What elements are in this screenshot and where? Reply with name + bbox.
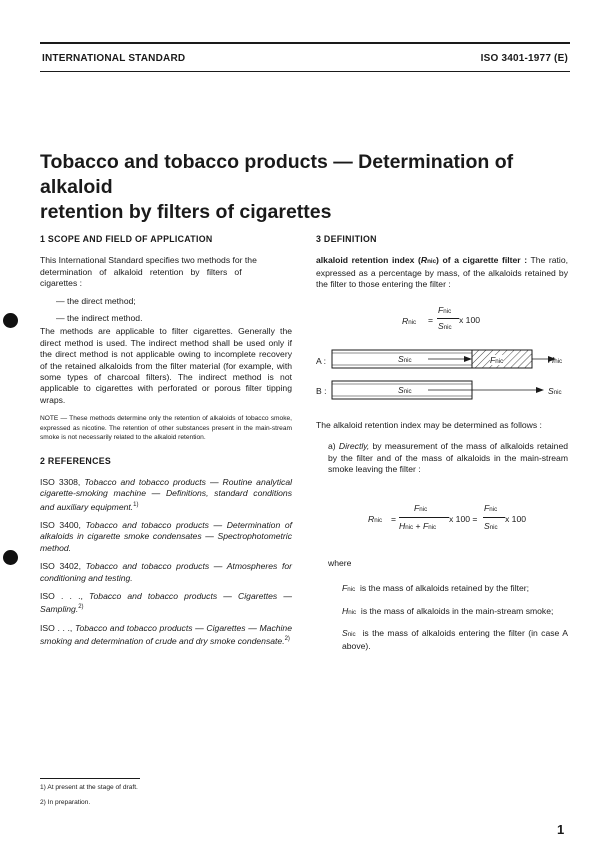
- scope-para-1: This International Standard specifies two methods for the determination of alkaloid retention by filters of cigarettes :: [40, 255, 257, 289]
- header-rule-top: [40, 42, 570, 44]
- footnote-1: 1) At present at the stage of draft.: [40, 784, 138, 791]
- scope-para-2: The methods are applicable to filter cigarettes. Generally the direct method is used. The indirect method shall be used only if the direct method is not applicable owing to incomplete recovery of the retained alkaloids from the filter material (for example, with some types of charcoal filters). The indirect method is not applicable to cigarettes with perforated or porous filter tipping wraps.: [40, 326, 292, 405]
- footnote-rule: [40, 778, 140, 779]
- section-3-heading: 3 DEFINITION: [316, 234, 377, 244]
- page-number: 1: [557, 822, 565, 837]
- filter-diagram-svg: [328, 345, 568, 405]
- definition-paragraph: alkaloid retention index (Rnic) of a cigarette filter : The ratio, expressed as a percentage by mass, of the alkaloids retained by the filter to those entering the filter :: [316, 255, 569, 290]
- method-item-direct: — the direct method;: [56, 295, 136, 306]
- diagram-label-s-b-out: Snic: [548, 386, 562, 396]
- title-line-1: Tobacco and tobacco products — Determination of alkaloid: [40, 151, 514, 198]
- reference-iso-3400: ISO 3400, Tobacco and tobacco products — Determination of alkaloids in cigarette smoke condensates — Spectrophotometric method.: [40, 519, 292, 553]
- document-title: [40, 150, 570, 225]
- section-2-heading: 2 REFERENCES: [40, 455, 112, 466]
- binder-hole-bottom: [3, 550, 18, 565]
- title-line-2: retention by filters of cigarettes: [40, 201, 332, 223]
- diagram-label-f-a: Fnic: [490, 355, 504, 365]
- diagram-label-h-a: Hnic: [548, 355, 563, 365]
- section-1-heading: 1 SCOPE AND FIELD OF APPLICATION: [40, 234, 213, 244]
- where-label: where: [328, 558, 352, 568]
- footnote-2: 2) In preparation.: [40, 799, 91, 806]
- determination-paragraph: The alkaloid retention index may be determined as follows :: [316, 420, 542, 430]
- where-s-nic: Snic is the mass of alkaloids entering the filter (in case A above).: [342, 628, 568, 651]
- reference-sampling: ISO . . ., Tobacco and tobacco products — Cigarettes — Sampling.$^{2)}$: [40, 591, 292, 615]
- where-list: [328, 558, 568, 652]
- diagram-label-s-b: Snic: [398, 385, 412, 395]
- method-a-paragraph: a) Directly, by measurement of the mass of alkaloids retained by the filter and of the mass of alkaloids in the main-stream smoke leaving the filter :: [328, 441, 569, 475]
- diagram-label-s-a: Snic: [398, 354, 412, 364]
- scope-note: NOTE — These methods determine only the retention of alkaloids of tobacco smoke, expressed as nicotine. The retention of other substances present in the main-stream smoke is not necessarily related to the alkaloid retention.: [40, 415, 292, 442]
- header-rule-bottom: [40, 71, 570, 72]
- reference-iso-3402: ISO 3402, Tobacco and tobacco products — Atmospheres for conditioning and testing.: [40, 561, 293, 583]
- right-column-continued: [316, 420, 568, 476]
- header-left: INTERNATIONAL STANDARD: [42, 53, 186, 64]
- where-h-nic: Hnic is the mass of alkaloids in the main-stream smoke;: [342, 605, 554, 616]
- binder-hole-top: [3, 313, 18, 328]
- left-column: [40, 234, 292, 647]
- header-right: ISO 3401-1977 (E): [480, 53, 568, 64]
- where-f-nic: Fnic is the mass of alkaloids retained by the filter;: [342, 583, 530, 594]
- reference-iso-3308: ISO 3308, Tobacco and tobacco products — Routine analytical cigarette-smoking machine — Definitions, standard conditions and auxiliary equipment.$^{1)}$: [40, 476, 293, 512]
- method-item-indirect: — the indirect method.: [56, 313, 143, 324]
- right-column: [316, 234, 568, 291]
- reference-machine-smoking: ISO . . ., Tobacco and tobacco products — Cigarettes — Machine smoking and determination of crude and dry smoke condensate.$^{2)}$: [40, 622, 292, 646]
